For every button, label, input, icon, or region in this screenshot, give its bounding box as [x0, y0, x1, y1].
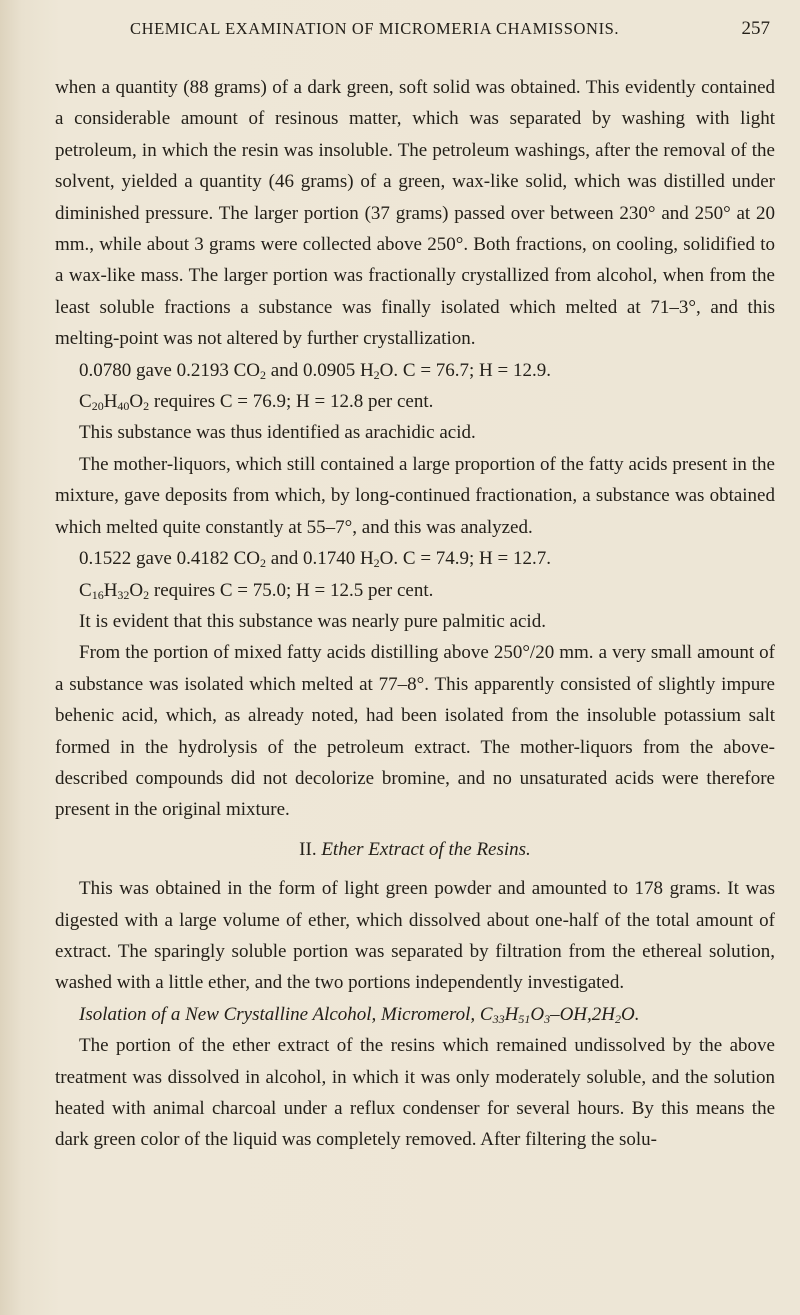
header-title: CHEMICAL EXAMINATION OF MICROMERIA CHAMISSONIS.	[130, 19, 620, 38]
formula-line: $C_{16}H_{32}O_2$ requires C = 75.0; H = 12.5 per cent.	[79, 579, 434, 602]
paragraph: This substance was thus identified as arachidic acid.	[79, 422, 476, 444]
paragraph: This was obtained in the form of light green powder and amounted to 178 grams. It was digested with a large volume of ether, which dissolved about one-half of the total amount of extract. The sparingly soluble portion was separated by filtration from the ethereal solution, washed with a little ether, and the two portions independently investigated.	[55, 878, 775, 994]
article-body	[55, 72, 775, 1156]
analysis-line: 0.0780 gave 0.2193 $CO_2$ and 0.0905 $H_2O$. C = 76.7; H = 12.9.	[79, 359, 551, 382]
paragraph: The portion of the ether extract of the resins which remained undissolved by the above treatment was dissolved in alcohol, in which it was only moderately soluble, and the solution heated with animal charcoal under a reflux condenser for several hours. By this means the dark green color of the liquid was completely removed. After filtering the solu-	[55, 1035, 775, 1151]
paragraph: The mother-liquors, which still contained a large proportion of the fatty acids present in the mixture, gave deposits from which, by long-continued fractionation, a substance was obtained which melted quite constantly at 55–7°, and this was analyzed.	[55, 453, 775, 538]
formula-line: $C_{20}H_{40}O_2$ requires C = 76.9; H = 12.8 per cent.	[79, 391, 434, 414]
running-header	[130, 18, 770, 40]
paragraph: when a quantity (88 grams) of a dark green, soft solid was obtained. This evidently contained a considerable amount of resinous matter, which was separated by washing with light petroleum, in which the resin was insoluble. The petroleum washings, after the removal of the solvent, yielded a quantity (46 grams) of a green, wax-like solid, which was distilled under diminished pressure. The larger portion (37 grams) passed over between 230° and 250° at 20 mm., while about 3 grams were collected above 250°. Both fractions, on cooling, solidified to a wax-like mass. The larger portion was fractionally crystallized from alcohol, when from the least soluble fractions a substance was finally isolated which melted at 71–3°, and this melting-point was not altered by further crystallization.	[55, 77, 775, 350]
paragraph: It is evident that this substance was nearly pure palmitic acid.	[79, 610, 546, 632]
subheading: Isolation of a New Crystalline Alcohol, Micromerol, $C_{33}H_{51}O_3-OH,2H_2O$.	[79, 1003, 640, 1026]
paragraph: From the portion of mixed fatty acids distilling above 250°/20 mm. a very small amount of a substance was isolated which melted at 77–8°. This apparently consisted of slightly impure behenic acid, which, as already noted, had been isolated from the insoluble potassium salt formed in the hydrolysis of the petroleum extract. The mother-liquors from the above-described compounds did not decolorize bromine, and no unsaturated acids were therefore present in the original mixture.	[55, 642, 775, 821]
page-number: 257	[741, 18, 770, 39]
section-heading: II. Ether Extract of the Resins.	[299, 838, 531, 860]
analysis-line: 0.1522 gave 0.4182 $CO_2$ and 0.1740 $H_2O$. C = 74.9; H = 12.7.	[79, 548, 551, 571]
